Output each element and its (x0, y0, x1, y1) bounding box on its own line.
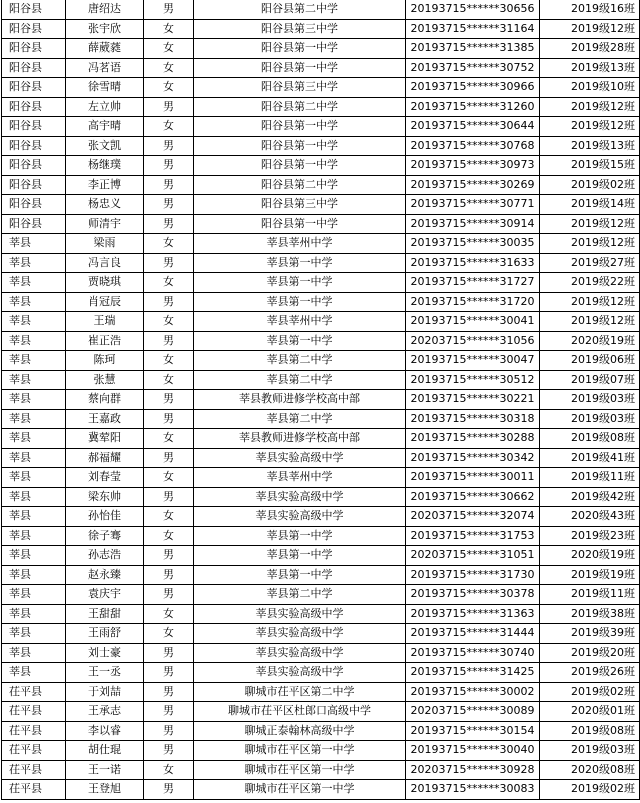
student-id-cell: 20193715******31727 (406, 273, 540, 293)
table-row (2, 117, 640, 137)
name-cell: 孙志浩 (66, 546, 144, 566)
student-id-cell: 20193715******30002 (406, 682, 540, 702)
class-cell: 2019级15班 (540, 156, 640, 176)
table-row (2, 351, 640, 371)
school-cell: 莘县实验高级中学 (194, 448, 406, 468)
table-row (2, 97, 640, 117)
name-cell: 王一丞 (66, 663, 144, 683)
school-cell: 莘县第二中学 (194, 585, 406, 605)
gender-cell: 男 (144, 214, 194, 234)
school-cell: 莘县实验高级中学 (194, 663, 406, 683)
student-id-cell: 20193715******30771 (406, 195, 540, 215)
name-cell: 贾晓琪 (66, 273, 144, 293)
class-cell: 2019级42班 (540, 487, 640, 507)
county-cell: 莘县 (2, 292, 66, 312)
school-cell: 聊城市茌平区第一中学 (194, 741, 406, 761)
name-cell: 王瑞 (66, 312, 144, 332)
school-cell: 莘县莘州中学 (194, 468, 406, 488)
student-id-cell: 20193715******31363 (406, 604, 540, 624)
class-cell: 2019级11班 (540, 468, 640, 488)
school-cell: 阳谷县第一中学 (194, 117, 406, 137)
class-cell: 2019级03班 (540, 741, 640, 761)
gender-cell: 男 (144, 643, 194, 663)
student-id-cell: 20193715******30973 (406, 156, 540, 176)
student-id-cell: 20193715******31730 (406, 565, 540, 585)
school-cell: 莘县教师进修学校高中部 (194, 429, 406, 449)
name-cell: 王嘉政 (66, 409, 144, 429)
county-cell: 莘县 (2, 331, 66, 351)
table-row (2, 214, 640, 234)
school-cell: 聊城正泰翰林高级中学 (194, 721, 406, 741)
class-cell: 2019级03班 (540, 390, 640, 410)
class-cell: 2019级06班 (540, 351, 640, 371)
name-cell: 肖冠辰 (66, 292, 144, 312)
school-cell: 莘县第一中学 (194, 565, 406, 585)
school-cell: 莘县第一中学 (194, 253, 406, 273)
table-row (2, 741, 640, 761)
class-cell: 2019级23班 (540, 526, 640, 546)
class-cell: 2019级22班 (540, 273, 640, 293)
student-id-cell: 20193715******30047 (406, 351, 540, 371)
gender-cell: 男 (144, 136, 194, 156)
name-cell: 梁东帅 (66, 487, 144, 507)
table-row (2, 136, 640, 156)
student-id-cell: 20193715******30752 (406, 58, 540, 78)
table-row (2, 156, 640, 176)
class-cell: 2019级28班 (540, 39, 640, 59)
student-id-cell: 20193715******30740 (406, 643, 540, 663)
table-row (2, 390, 640, 410)
county-cell: 茌平县 (2, 760, 66, 780)
table-row (2, 448, 640, 468)
school-cell: 聊城市茌平区杜郎口高级中学 (194, 702, 406, 722)
table-row (2, 546, 640, 566)
county-cell: 茌平县 (2, 702, 66, 722)
gender-cell: 女 (144, 351, 194, 371)
class-cell: 2019级08班 (540, 429, 640, 449)
county-cell: 阳谷县 (2, 117, 66, 137)
student-id-cell: 20193715******30269 (406, 175, 540, 195)
name-cell: 王甜甜 (66, 604, 144, 624)
student-id-cell: 20193715******30221 (406, 390, 540, 410)
student-id-cell: 20203715******31056 (406, 331, 540, 351)
county-cell: 莘县 (2, 585, 66, 605)
school-cell: 阳谷县第一中学 (194, 214, 406, 234)
name-cell: 冯茗语 (66, 58, 144, 78)
school-cell: 莘县第一中学 (194, 273, 406, 293)
school-cell: 阳谷县第一中学 (194, 39, 406, 59)
student-id-cell: 20203715******31051 (406, 546, 540, 566)
county-cell: 茌平县 (2, 682, 66, 702)
gender-cell: 男 (144, 331, 194, 351)
gender-cell: 男 (144, 448, 194, 468)
name-cell: 王一诺 (66, 760, 144, 780)
name-cell: 赵永臻 (66, 565, 144, 585)
student-id-cell: 20193715******30768 (406, 136, 540, 156)
table-row (2, 234, 640, 254)
county-cell: 阳谷县 (2, 175, 66, 195)
student-id-cell: 20193715******30040 (406, 741, 540, 761)
school-cell: 莘县第一中学 (194, 292, 406, 312)
student-id-cell: 20193715******31633 (406, 253, 540, 273)
class-cell: 2019级02班 (540, 780, 640, 800)
county-cell: 阳谷县 (2, 156, 66, 176)
gender-cell: 男 (144, 565, 194, 585)
student-id-cell: 20193715******30656 (406, 0, 540, 19)
gender-cell: 男 (144, 721, 194, 741)
gender-cell: 男 (144, 390, 194, 410)
class-cell: 2020级43班 (540, 507, 640, 527)
class-cell: 2020级01班 (540, 702, 640, 722)
school-cell: 莘县实验高级中学 (194, 604, 406, 624)
county-cell: 莘县 (2, 234, 66, 254)
class-cell: 2019级11班 (540, 585, 640, 605)
name-cell: 杨继璞 (66, 156, 144, 176)
class-cell: 2019级16班 (540, 0, 640, 19)
county-cell: 莘县 (2, 390, 66, 410)
county-cell: 阳谷县 (2, 136, 66, 156)
class-cell: 2019级13班 (540, 58, 640, 78)
class-cell: 2019级19班 (540, 565, 640, 585)
table-row (2, 682, 640, 702)
table-row (2, 58, 640, 78)
school-cell: 莘县莘州中学 (194, 234, 406, 254)
gender-cell: 女 (144, 78, 194, 98)
county-cell: 莘县 (2, 468, 66, 488)
table-row (2, 370, 640, 390)
county-cell: 莘县 (2, 273, 66, 293)
county-cell: 莘县 (2, 448, 66, 468)
name-cell: 师清宇 (66, 214, 144, 234)
table-row (2, 487, 640, 507)
school-cell: 莘县实验高级中学 (194, 643, 406, 663)
gender-cell: 女 (144, 507, 194, 527)
county-cell: 茌平县 (2, 741, 66, 761)
county-cell: 莘县 (2, 663, 66, 683)
gender-cell: 女 (144, 58, 194, 78)
table-row (2, 331, 640, 351)
gender-cell: 男 (144, 156, 194, 176)
table-row (2, 780, 640, 800)
name-cell: 高宇晴 (66, 117, 144, 137)
school-cell: 莘县实验高级中学 (194, 624, 406, 644)
table-row (2, 468, 640, 488)
gender-cell: 男 (144, 585, 194, 605)
student-id-cell: 20193715******31260 (406, 97, 540, 117)
name-cell: 郝福耀 (66, 448, 144, 468)
county-cell: 莘县 (2, 351, 66, 371)
gender-cell: 男 (144, 195, 194, 215)
county-cell: 阳谷县 (2, 195, 66, 215)
gender-cell: 女 (144, 19, 194, 39)
class-cell: 2019级12班 (540, 117, 640, 137)
school-cell: 阳谷县第一中学 (194, 156, 406, 176)
county-cell: 莘县 (2, 312, 66, 332)
table-row (2, 760, 640, 780)
name-cell: 冀荤阳 (66, 429, 144, 449)
class-cell: 2019级13班 (540, 136, 640, 156)
student-id-cell: 20193715******30966 (406, 78, 540, 98)
school-cell: 莘县第一中学 (194, 526, 406, 546)
gender-cell: 男 (144, 702, 194, 722)
county-cell: 莘县 (2, 565, 66, 585)
student-id-cell: 20193715******31444 (406, 624, 540, 644)
student-id-cell: 20193715******31385 (406, 39, 540, 59)
student-id-cell: 20193715******30644 (406, 117, 540, 137)
county-cell: 莘县 (2, 370, 66, 390)
student-id-cell: 20203715******32074 (406, 507, 540, 527)
county-cell: 莘县 (2, 253, 66, 273)
gender-cell: 女 (144, 429, 194, 449)
name-cell: 唐绍达 (66, 0, 144, 19)
gender-cell: 女 (144, 117, 194, 137)
county-cell: 阳谷县 (2, 0, 66, 19)
school-cell: 莘县第二中学 (194, 370, 406, 390)
student-id-cell: 20193715******30914 (406, 214, 540, 234)
name-cell: 王雨舒 (66, 624, 144, 644)
county-cell: 茌平县 (2, 721, 66, 741)
name-cell: 王承志 (66, 702, 144, 722)
table-row (2, 565, 640, 585)
gender-cell: 女 (144, 468, 194, 488)
student-list-table (1, 0, 640, 800)
class-cell: 2019级20班 (540, 643, 640, 663)
gender-cell: 女 (144, 234, 194, 254)
class-cell: 2019级12班 (540, 19, 640, 39)
student-id-cell: 20193715******30378 (406, 585, 540, 605)
student-id-cell: 20193715******30083 (406, 780, 540, 800)
student-id-cell: 20193715******31753 (406, 526, 540, 546)
table-row (2, 312, 640, 332)
school-cell: 阳谷县第二中学 (194, 0, 406, 19)
county-cell: 莘县 (2, 526, 66, 546)
county-cell: 莘县 (2, 507, 66, 527)
name-cell: 李以睿 (66, 721, 144, 741)
class-cell: 2019级12班 (540, 234, 640, 254)
gender-cell: 男 (144, 292, 194, 312)
name-cell: 王登旭 (66, 780, 144, 800)
gender-cell: 男 (144, 253, 194, 273)
student-id-cell: 20203715******30928 (406, 760, 540, 780)
name-cell: 梁雨 (66, 234, 144, 254)
name-cell: 陈珂 (66, 351, 144, 371)
class-cell: 2019级14班 (540, 195, 640, 215)
student-list-body (2, 0, 640, 799)
school-cell: 阳谷县第三中学 (194, 195, 406, 215)
student-id-cell: 20193715******30041 (406, 312, 540, 332)
school-cell: 莘县第一中学 (194, 331, 406, 351)
class-cell: 2019级12班 (540, 214, 640, 234)
name-cell: 张慧 (66, 370, 144, 390)
name-cell: 刘春莹 (66, 468, 144, 488)
class-cell: 2019级12班 (540, 292, 640, 312)
table-row (2, 643, 640, 663)
table-row (2, 663, 640, 683)
class-cell: 2019级02班 (540, 682, 640, 702)
gender-cell: 女 (144, 370, 194, 390)
class-cell: 2019级41班 (540, 448, 640, 468)
class-cell: 2019级12班 (540, 312, 640, 332)
county-cell: 阳谷县 (2, 97, 66, 117)
county-cell: 莘县 (2, 546, 66, 566)
gender-cell: 男 (144, 741, 194, 761)
county-cell: 阳谷县 (2, 58, 66, 78)
school-cell: 聊城市茌平区第一中学 (194, 780, 406, 800)
gender-cell: 女 (144, 526, 194, 546)
school-cell: 莘县实验高级中学 (194, 507, 406, 527)
school-cell: 莘县第一中学 (194, 546, 406, 566)
school-cell: 莘县第二中学 (194, 409, 406, 429)
class-cell: 2020级19班 (540, 331, 640, 351)
table-row (2, 585, 640, 605)
school-cell: 阳谷县第三中学 (194, 19, 406, 39)
table-row (2, 604, 640, 624)
table-row (2, 526, 640, 546)
name-cell: 蔡向群 (66, 390, 144, 410)
gender-cell: 男 (144, 780, 194, 800)
class-cell: 2019级12班 (540, 97, 640, 117)
school-cell: 聊城市茌平区第一中学 (194, 760, 406, 780)
name-cell: 李正博 (66, 175, 144, 195)
table-row (2, 409, 640, 429)
gender-cell: 女 (144, 604, 194, 624)
school-cell: 莘县第二中学 (194, 351, 406, 371)
name-cell: 于刘喆 (66, 682, 144, 702)
gender-cell: 男 (144, 175, 194, 195)
name-cell: 张文凯 (66, 136, 144, 156)
table-row (2, 507, 640, 527)
school-cell: 聊城市茌平区第二中学 (194, 682, 406, 702)
gender-cell: 女 (144, 273, 194, 293)
table-row (2, 721, 640, 741)
class-cell: 2019级02班 (540, 175, 640, 195)
student-id-cell: 20193715******30011 (406, 468, 540, 488)
student-id-cell: 20193715******30512 (406, 370, 540, 390)
county-cell: 茌平县 (2, 780, 66, 800)
student-id-cell: 20193715******30318 (406, 409, 540, 429)
name-cell: 崔正浩 (66, 331, 144, 351)
school-cell: 阳谷县第三中学 (194, 78, 406, 98)
student-id-cell: 20193715******31720 (406, 292, 540, 312)
table-row (2, 429, 640, 449)
school-cell: 莘县教师进修学校高中部 (194, 390, 406, 410)
county-cell: 莘县 (2, 487, 66, 507)
class-cell: 2020级19班 (540, 546, 640, 566)
student-id-cell: 20193715******30342 (406, 448, 540, 468)
class-cell: 2019级27班 (540, 253, 640, 273)
student-id-cell: 20193715******30154 (406, 721, 540, 741)
class-cell: 2019级26班 (540, 663, 640, 683)
class-cell: 2019级07班 (540, 370, 640, 390)
county-cell: 莘县 (2, 643, 66, 663)
table-row (2, 78, 640, 98)
gender-cell: 女 (144, 312, 194, 332)
county-cell: 莘县 (2, 409, 66, 429)
county-cell: 莘县 (2, 429, 66, 449)
class-cell: 2019级39班 (540, 624, 640, 644)
gender-cell: 男 (144, 546, 194, 566)
name-cell: 徐子骞 (66, 526, 144, 546)
name-cell: 张宇欣 (66, 19, 144, 39)
gender-cell: 男 (144, 0, 194, 19)
school-cell: 莘县莘州中学 (194, 312, 406, 332)
table-row (2, 292, 640, 312)
student-id-cell: 20193715******30035 (406, 234, 540, 254)
county-cell: 阳谷县 (2, 19, 66, 39)
name-cell: 杨忠义 (66, 195, 144, 215)
gender-cell: 男 (144, 487, 194, 507)
name-cell: 孙怡佳 (66, 507, 144, 527)
gender-cell: 男 (144, 663, 194, 683)
county-cell: 莘县 (2, 604, 66, 624)
table-row (2, 624, 640, 644)
school-cell: 阳谷县第一中学 (194, 58, 406, 78)
name-cell: 左立帅 (66, 97, 144, 117)
school-cell: 阳谷县第二中学 (194, 97, 406, 117)
table-row (2, 0, 640, 19)
class-cell: 2019级03班 (540, 409, 640, 429)
school-cell: 莘县实验高级中学 (194, 487, 406, 507)
gender-cell: 男 (144, 97, 194, 117)
class-cell: 2019级38班 (540, 604, 640, 624)
table-row (2, 273, 640, 293)
table-row (2, 702, 640, 722)
student-id-cell: 20193715******30662 (406, 487, 540, 507)
student-id-cell: 20193715******31164 (406, 19, 540, 39)
name-cell: 胡仕琨 (66, 741, 144, 761)
table-row (2, 19, 640, 39)
school-cell: 阳谷县第一中学 (194, 136, 406, 156)
table-row (2, 39, 640, 59)
name-cell: 薛葳蕤 (66, 39, 144, 59)
name-cell: 刘士豪 (66, 643, 144, 663)
table-row (2, 175, 640, 195)
gender-cell: 男 (144, 682, 194, 702)
student-id-cell: 20203715******30089 (406, 702, 540, 722)
gender-cell: 女 (144, 624, 194, 644)
class-cell: 2019级08班 (540, 721, 640, 741)
gender-cell: 男 (144, 409, 194, 429)
county-cell: 阳谷县 (2, 78, 66, 98)
name-cell: 袁庆宇 (66, 585, 144, 605)
county-cell: 莘县 (2, 624, 66, 644)
name-cell: 冯言良 (66, 253, 144, 273)
county-cell: 阳谷县 (2, 39, 66, 59)
table-row (2, 253, 640, 273)
class-cell: 2020级08班 (540, 760, 640, 780)
gender-cell: 女 (144, 760, 194, 780)
student-id-cell: 20193715******30288 (406, 429, 540, 449)
student-id-cell: 20193715******31425 (406, 663, 540, 683)
county-cell: 阳谷县 (2, 214, 66, 234)
name-cell: 徐雪晴 (66, 78, 144, 98)
gender-cell: 女 (144, 39, 194, 59)
table-row (2, 195, 640, 215)
school-cell: 阳谷县第二中学 (194, 175, 406, 195)
class-cell: 2019级10班 (540, 78, 640, 98)
